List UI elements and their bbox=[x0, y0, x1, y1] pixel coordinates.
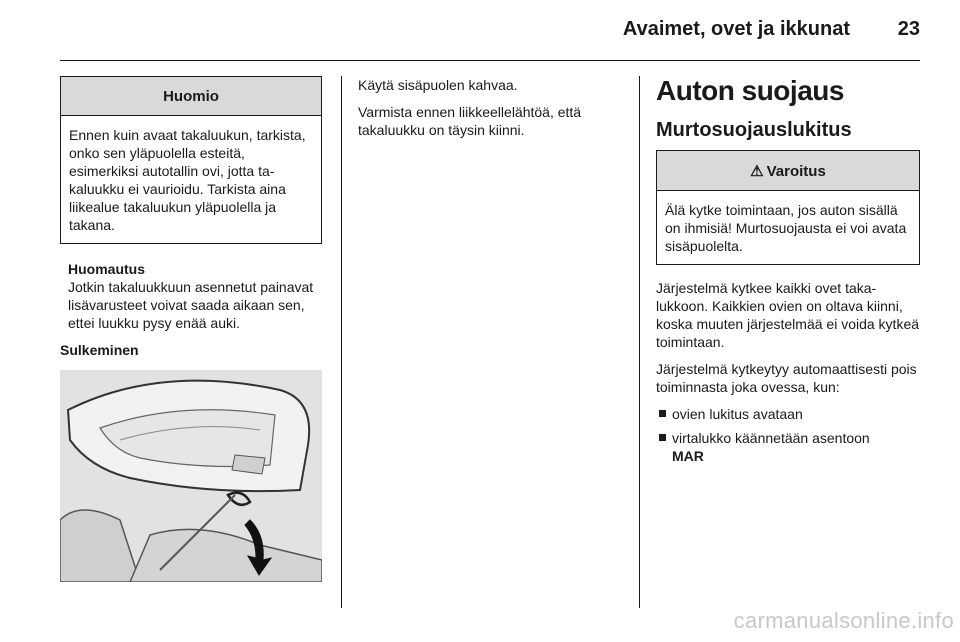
paragraph-deadlock: Järjestelmä kytkee kaikki ovet takalukkoon. Kaikkien ovien on oltava kiinni, koska muuten järjestelmää ei voida kytkeä toimintaan. bbox=[656, 280, 920, 350]
warning-box-body: Älä kytke toimintaan, jos auton sisällä on ihmisiä! Murtosuojausta ei voi avata sisäpuolelta. bbox=[665, 202, 907, 254]
note-block bbox=[60, 260, 322, 332]
column-divider-left bbox=[341, 76, 342, 608]
list-item bbox=[656, 429, 920, 465]
tailgate-illustration bbox=[60, 370, 322, 582]
notice-box bbox=[60, 76, 322, 244]
warning-box-header bbox=[657, 151, 919, 191]
header-rule bbox=[60, 60, 920, 61]
paragraph-check-closed: Varmista ennen liikkeellelähtöä, että takaluukku on täysin kiinni. bbox=[358, 104, 582, 138]
warning-icon: ⚠ bbox=[750, 163, 764, 180]
section-heading: Auton suojaus bbox=[656, 75, 844, 106]
note-title: Huomautus bbox=[68, 261, 145, 277]
notice-box-body: Ennen kuin avaat takaluukun, tarkista, onko sen yläpuolella esteitä, esimerkiksi autotallin ovi, jotta takaluukku ei vaurioidu. Tarkista aina liikealue takaluukun yläpuolella ja takana. bbox=[69, 127, 306, 233]
deadlock-description bbox=[656, 279, 920, 465]
section-subheading: Murtosuojauslukitus bbox=[656, 119, 852, 141]
tailgate-closing-image bbox=[60, 370, 322, 582]
bullet-square-icon bbox=[659, 434, 666, 441]
note-body: Jotkin takaluukkuun asennetut painavat lisävarusteet voivat saada aikaan sen, ettei luukku pysy enää auki. bbox=[68, 279, 314, 331]
paragraph-auto-disable: Järjestelmä kytkeytyy automaattisesti pois toiminnasta joka ovessa, kun: bbox=[656, 361, 917, 395]
page-header-title: Avaimet, ovet ja ikkunat bbox=[622, 18, 850, 40]
list-item-bold-term: MAR bbox=[672, 448, 704, 464]
column-middle bbox=[358, 76, 618, 148]
list-item-text: virtalukko käännetään asentoon bbox=[672, 430, 870, 446]
warning-box-title: Varoitus bbox=[766, 162, 826, 180]
paragraph-use-handle: Käytä sisäpuolen kahvaa. bbox=[358, 77, 518, 93]
list-item bbox=[656, 405, 920, 423]
page-number: 23 bbox=[897, 18, 920, 40]
condition-list bbox=[656, 405, 920, 465]
bullet-square-icon bbox=[659, 410, 666, 417]
list-item-text: ovien lukitus avataan bbox=[672, 406, 803, 422]
warning-box bbox=[656, 150, 920, 265]
watermark: carmanualsonline.info bbox=[733, 608, 954, 633]
column-left bbox=[60, 76, 322, 582]
column-divider-right bbox=[639, 76, 640, 608]
notice-box-title: Huomio bbox=[61, 77, 321, 116]
column-right bbox=[656, 76, 920, 471]
closing-heading: Sulkeminen bbox=[60, 342, 139, 358]
